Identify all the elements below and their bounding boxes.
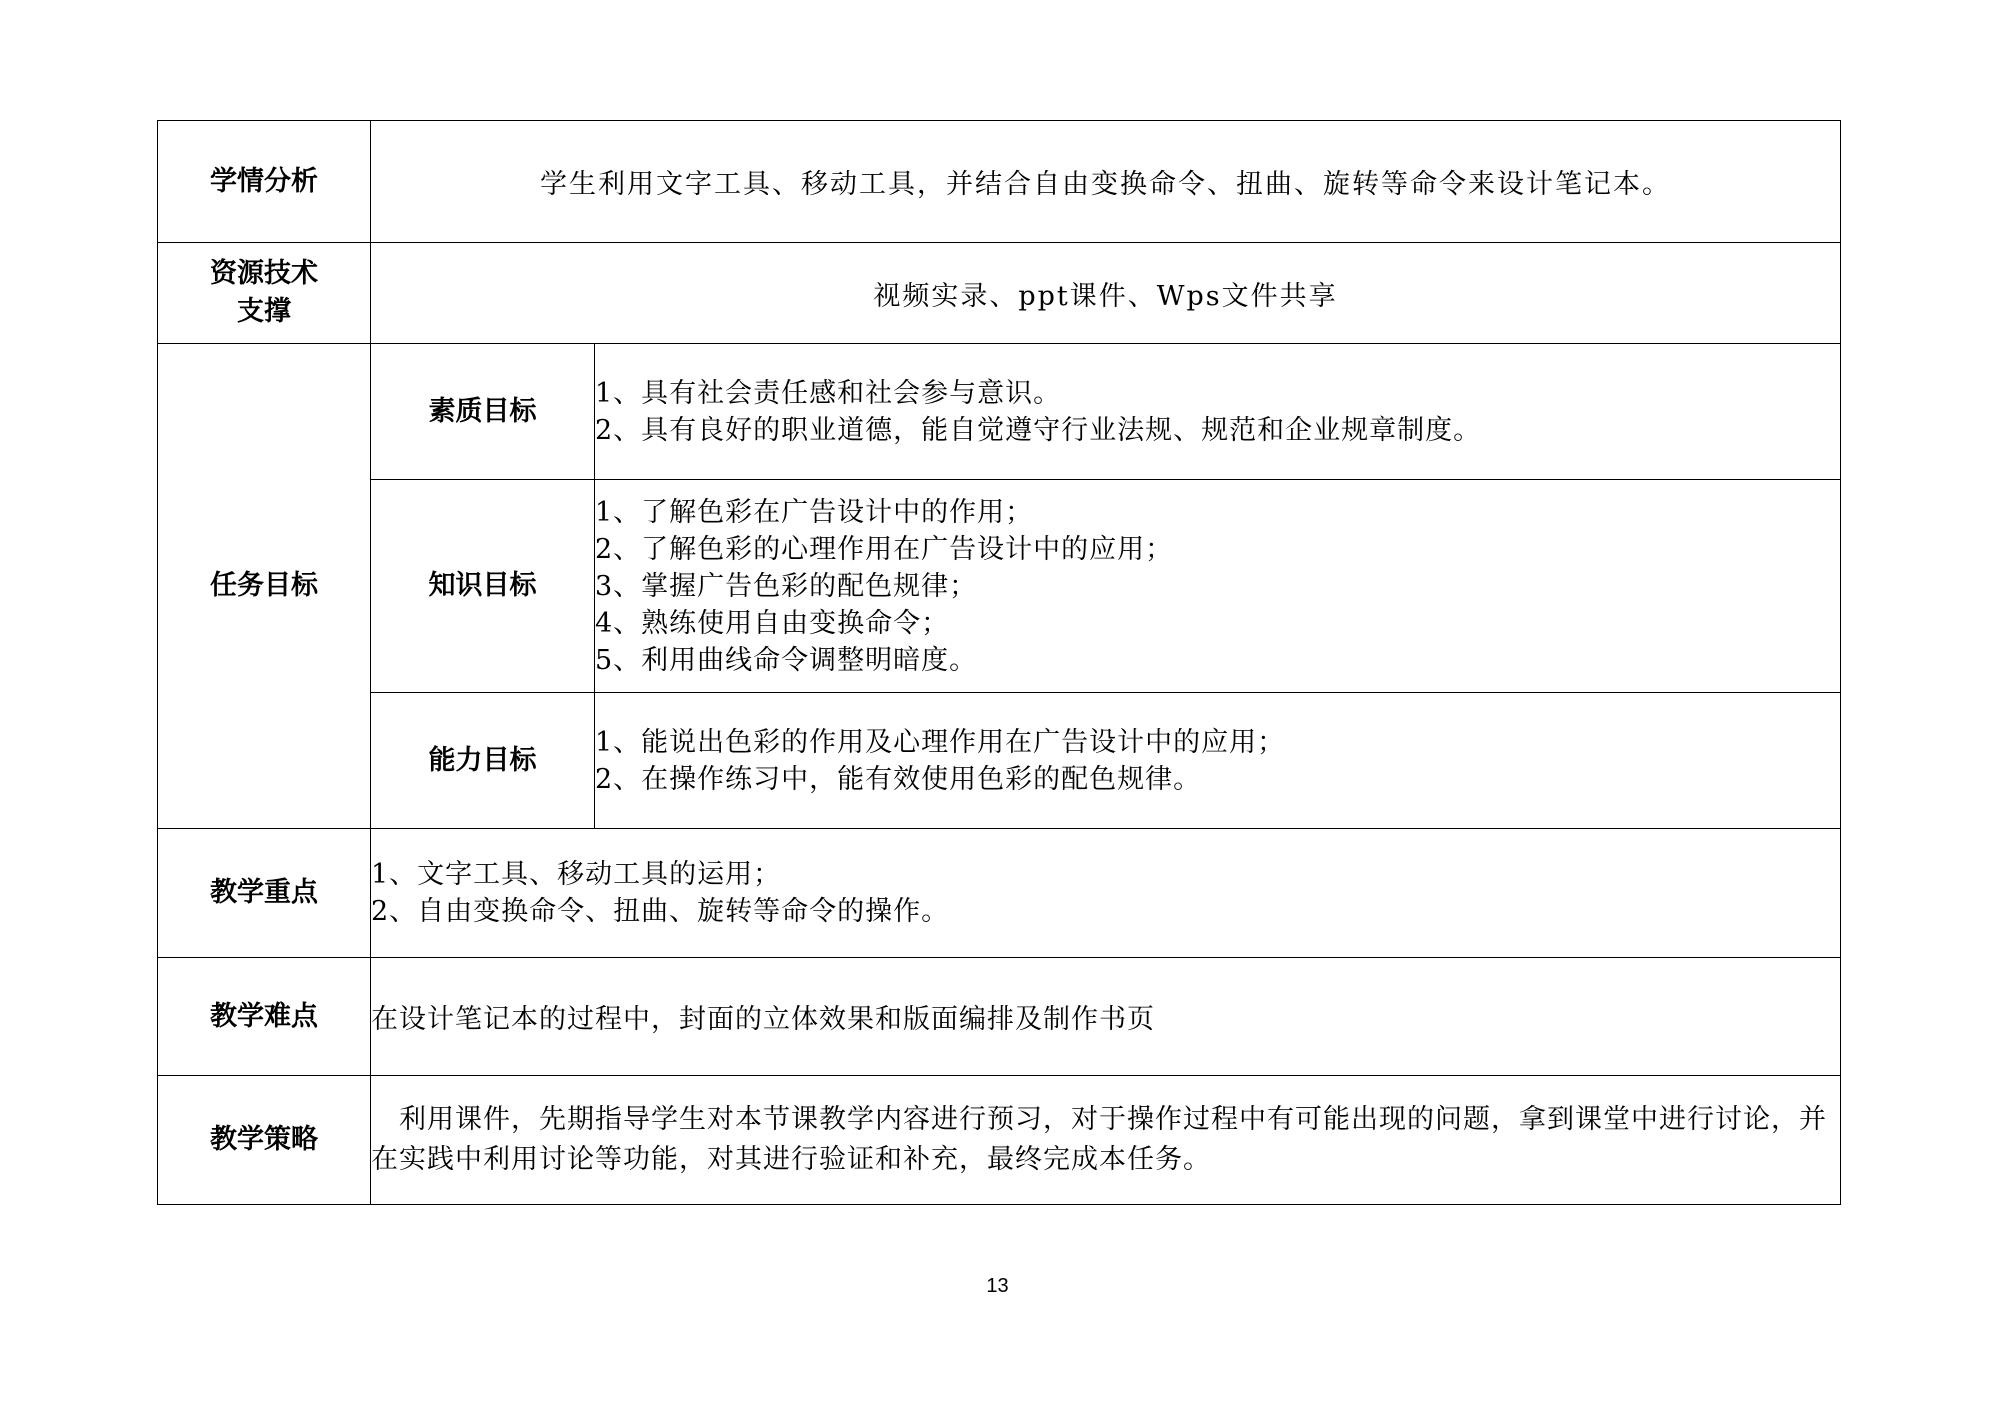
label-resources <box>158 243 371 344</box>
label-knowledge-goal: 知识目标 <box>371 480 595 693</box>
list-item: 1、具有社会责任感和社会参与意识。 <box>595 377 1062 409</box>
quality-goal-list <box>595 344 1841 480</box>
list-item: 5、利用曲线命令调整明暗度。 <box>595 644 978 676</box>
row-goal-ability <box>158 693 1841 829</box>
row-goal-quality <box>158 344 1841 480</box>
label-resources-line2: 支撑 <box>237 296 291 327</box>
label-strategy: 教学策略 <box>158 1076 371 1205</box>
list-item: 1、文字工具、移动工具的运用； <box>371 859 782 890</box>
ability-goal-list <box>595 693 1841 829</box>
difficulties-text: 在设计笔记本的过程中，封面的立体效果和版面编排及制作书页 <box>371 958 1841 1076</box>
resources-text: 视频实录、ppt课件、Wps文件共享 <box>371 243 1841 344</box>
label-difficulties: 教学难点 <box>158 958 371 1076</box>
page-number: 13 <box>986 1275 1009 1297</box>
row-analysis <box>158 121 1841 243</box>
label-resources-line1: 资源技术 <box>210 258 318 289</box>
list-item: 3、掌握广告色彩的配色规律； <box>595 570 978 602</box>
lesson-plan-table <box>157 120 1841 1205</box>
label-goals: 任务目标 <box>158 344 371 829</box>
row-resources <box>158 243 1841 344</box>
list-item: 2、在操作练习中，能有效使用色彩的配色规律。 <box>595 763 1202 795</box>
list-item: 2、自由变换命令、扭曲、旋转等命令的操作。 <box>371 896 950 927</box>
label-key-points: 教学重点 <box>158 829 371 958</box>
label-ability-goal: 能力目标 <box>371 693 595 829</box>
label-quality-goal: 素质目标 <box>371 344 595 480</box>
list-item: 2、了解色彩的心理作用在广告设计中的应用； <box>595 533 1174 565</box>
row-difficulties <box>158 958 1841 1076</box>
key-points-list <box>371 829 1841 958</box>
knowledge-goal-list <box>595 480 1841 693</box>
row-strategy <box>158 1076 1841 1205</box>
row-key-points <box>158 829 1841 958</box>
list-item: 1、了解色彩在广告设计中的作用； <box>595 496 1034 528</box>
list-item: 1、能说出色彩的作用及心理作用在广告设计中的应用； <box>595 726 1286 758</box>
row-goal-knowledge <box>158 480 1841 693</box>
list-item: 2、具有良好的职业道德，能自觉遵守行业法规、规范和企业规章制度。 <box>595 414 1482 446</box>
analysis-text: 学生利用文字工具、移动工具，并结合自由变换命令、扭曲、旋转等命令来设计笔记本。 <box>371 121 1841 243</box>
strategy-text: 利用课件，先期指导学生对本节课教学内容进行预习，对于操作过程中有可能出现的问题，拿到课堂中进行讨论，并在实践中利用讨论等功能，对其进行验证和补充，最终完成本任务。 <box>371 1076 1841 1205</box>
list-item: 4、熟练使用自由变换命令； <box>595 607 950 639</box>
label-analysis: 学情分析 <box>158 121 371 243</box>
